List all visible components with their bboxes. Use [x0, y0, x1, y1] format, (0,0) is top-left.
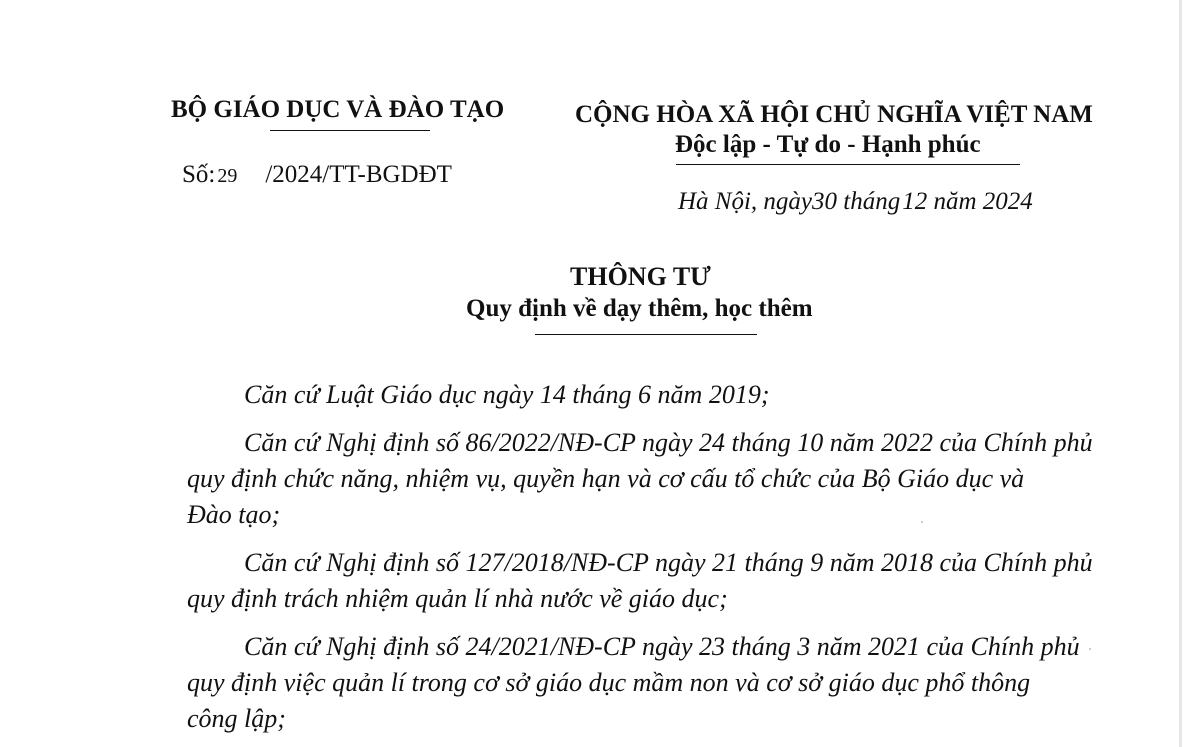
body-line: Căn cứ Nghị định số 24/2021/NĐ-CP ngày 23 tháng 3 năm 2021 của Chính phủ [244, 632, 1080, 661]
title-underline [535, 334, 757, 335]
document-type: THÔNG TƯ [570, 262, 711, 291]
issue-date [678, 188, 1033, 216]
date-month-label: tháng [843, 188, 901, 215]
scan-speck [1089, 648, 1091, 650]
body-line: Căn cứ Nghị định số 86/2022/NĐ-CP ngày 24 tháng 10 năm 2022 của Chính phủ [244, 428, 1093, 457]
number-value: 29 [217, 165, 238, 187]
body-line: quy định trách nhiệm quản lí nhà nước về giáo dục; [187, 584, 728, 613]
national-motto: Độc lập - Tự do - Hạnh phúc [675, 131, 981, 158]
motto-underline [676, 164, 1020, 165]
date-year: năm 2024 [933, 188, 1033, 215]
body-line: quy định việc quản lí trong cơ sở giáo dục mầm non và cơ sở giáo dục phổ thông [187, 668, 1031, 697]
body-line: quy định chức năng, nhiệm vụ, quyền hạn và cơ cấu tổ chức của Bộ Giáo dục và [187, 464, 1025, 493]
country-name: CỘNG HÒA XÃ HỘI CHỦ NGHĨA VIỆT NAM [575, 101, 1093, 128]
body-line: Đào tạo; [187, 500, 281, 529]
ministry-underline [270, 130, 430, 131]
ministry-name: BỘ GIÁO DỤC VÀ ĐÀO TẠO [171, 96, 505, 123]
date-month: 12 [902, 188, 928, 215]
number-suffix: /2024/TT-BGDĐT [265, 161, 452, 188]
number-label: Số: [182, 161, 216, 188]
body-line: Căn cứ Nghị định số 127/2018/NĐ-CP ngày 21 tháng 9 năm 2018 của Chính phủ [244, 548, 1093, 577]
date-day: 30 [812, 188, 838, 215]
document-number [182, 161, 452, 189]
body-line: công lập; [187, 704, 286, 733]
scan-speck [921, 521, 923, 523]
body-line: Căn cứ Luật Giáo dục ngày 14 tháng 6 năm 2019; [244, 380, 770, 409]
date-prefix: Hà Nội, ngày [678, 188, 813, 215]
page-edge [1179, 0, 1182, 747]
document-subject: Quy định về dạy thêm, học thêm [466, 295, 813, 322]
